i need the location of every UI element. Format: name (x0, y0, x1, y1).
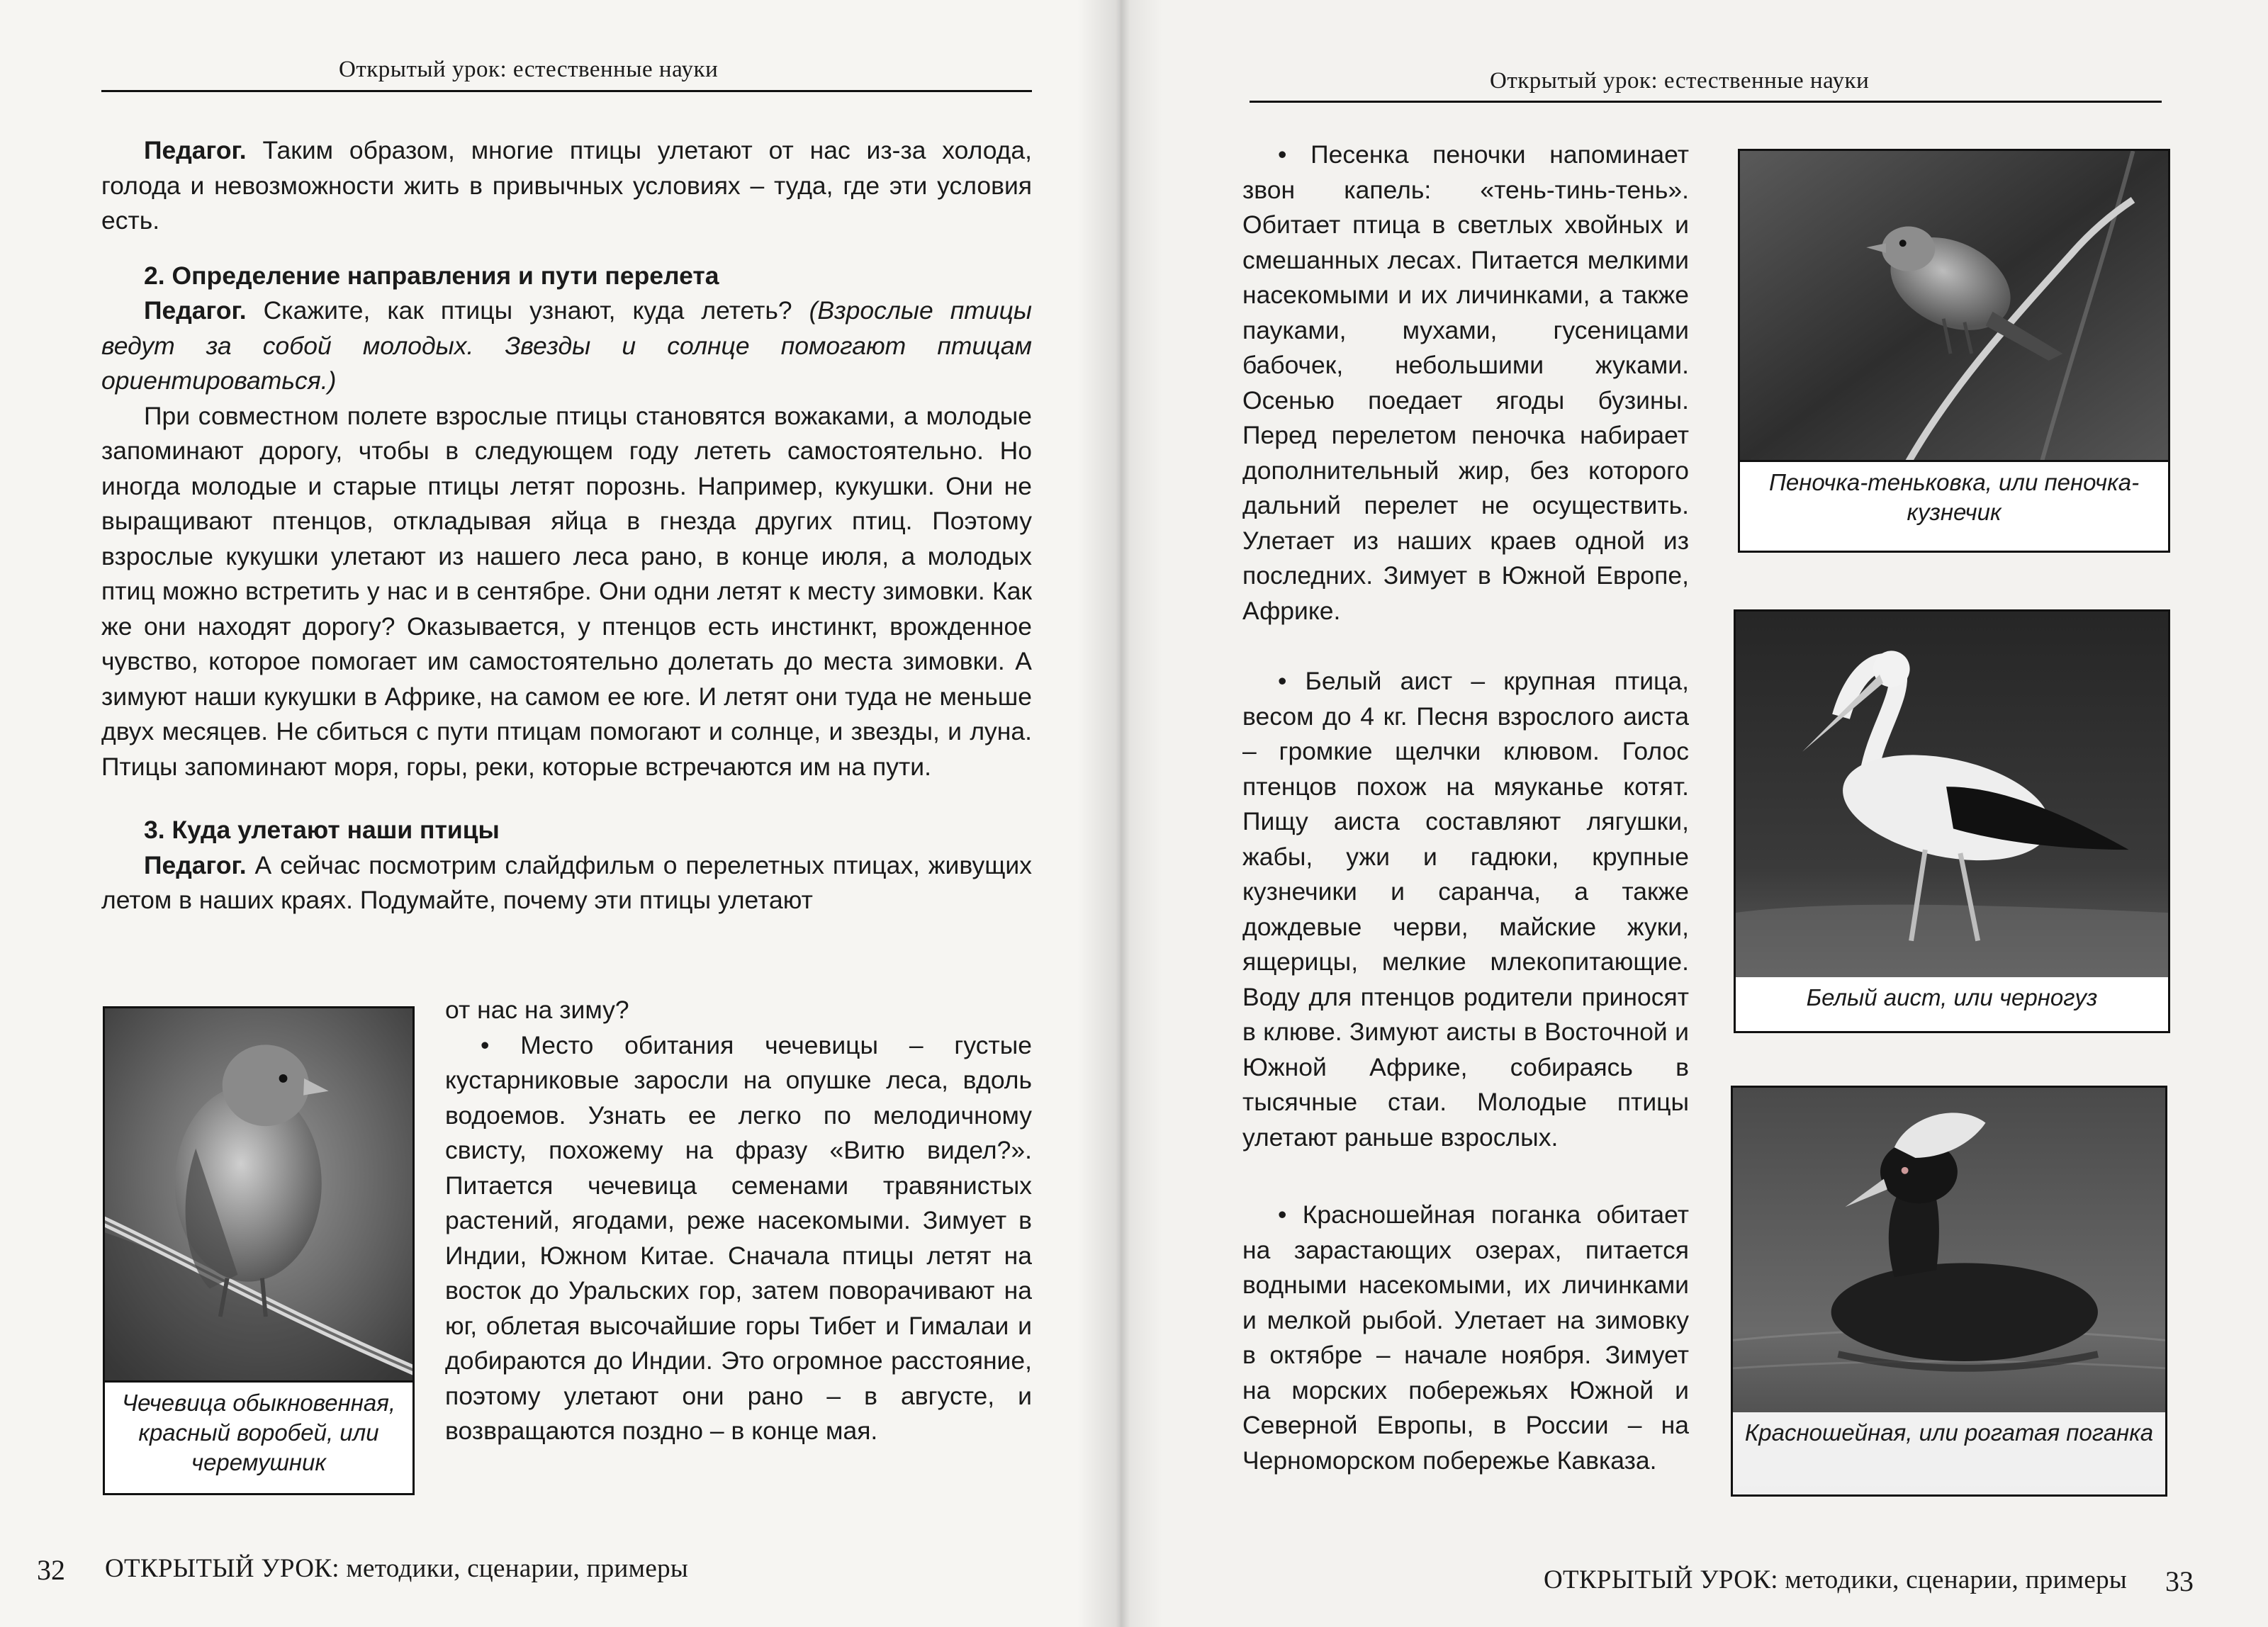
right-header-rule (1250, 101, 2162, 103)
aist-photo (1736, 612, 2168, 977)
chechevitsa-bullet: • Место обитания чечевицы – густые кустарниковые заросли на опушке леса, вдоль водоемов. Узнать ее легко по мелодичному свисту, похожему на фразу «Витю видел?». Питается чечевица семенами травянистых растений, ягодами, реже насекомыми. Зимует в Индии, Южном Китае. Сначала птицы летят на восток до Уральских гор, затем поворачивают на юг, облетая высочайшие горы Тибет и Гималаи и добираются до Индии. Это огромное расстояние, поэтому улетают они рано – в августе, и возвращаются поздно – в конце мая. (445, 1030, 1032, 1445)
section3-speaker: Педагог. (144, 850, 247, 879)
chechevitsa-caption: Чечевица обыкновенная, красный воробей, или черемушник (105, 1380, 412, 1493)
section3-text-2: от нас на зиму? (445, 996, 629, 1024)
section2-question (101, 293, 1032, 399)
aist-caption: Белый аист, или черногуз (1736, 977, 2168, 1031)
left-header-rule (101, 90, 1032, 92)
left-main-text (101, 133, 1032, 918)
intro-text: Таким образом, многие птицы улетают от нас из-за холода, голода и невозможности жить в привычных условиях – туда, где эти условия есть. (101, 136, 1032, 235)
section2-paragraph: При совместном полете взрослые птицы становятся вожаками, а молодые запоминают дорогу, чтобы в следующем году лететь самостоятельно. Но иногда молодые и старые птицы летят порознь. Например, кукушки. Они не выращивают птенцов, откладывая яйца в гнезда других птиц. Поэтому взрослые кукушки улетают из нашего леса рано, в конце июля, а молодых птиц можно встретить у нас и в сентябре. Они одни летят к месту зимовки. Как же они находят дорогу? Оказывается, у птенцов есть инстинкт, врожденное чувство, которое помогает им самостоятельно долетать до места зимовки. А зимуют наши кукушки в Африке, на самом ее юге. И летят они туда не меньше двух месяцев. Не сбиться с пути птицам помогают и солнце, и звезды, и луна. Птицы запоминают моря, горы, реки, которые встречаются им на пути. (101, 401, 1032, 781)
chechevitsa-photo (105, 1008, 412, 1383)
left-running-head: Открытый урок: естественные науки (339, 57, 719, 82)
poganka-caption: Красношейная, или рогатая поганка (1733, 1412, 2165, 1494)
penochka-photo-frame (1738, 149, 2170, 553)
left-page-number: 32 (37, 1554, 65, 1586)
chechevitsa-column (445, 993, 1032, 1449)
intro-paragraph (101, 133, 1032, 239)
section2-heading: 2. Определение направления и пути перелета (144, 261, 719, 290)
aist-column (1242, 664, 1689, 1155)
section3-text-1: А сейчас посмотрим слайдфильм о перелетных птицах, живущих летом в наших краях. Подумайте, почему эти птицы улетают (101, 850, 1032, 914)
right-footer-title: ОТКРЫТЫЙ УРОК: методики, сценарии, примеры (1544, 1565, 2128, 1594)
book-gutter (1077, 0, 1162, 1627)
section2-answer: (Взрослые птицы ведут за собой молодых. Звезды и солнце помогают птицам ориентироваться.) (101, 296, 1032, 395)
left-page (0, 0, 1120, 1627)
penochka-bullet: • Песенка пеночки напоминает звон капель: «тень-тинь-тень». Обитает птица в светлых хвойных и смешанных лесах. Питается мелкими насекомыми и их личинками, а также пауками, мухами, гусеницами бабочек, небольшими жуками. Осенью поедает ягоды бузины. Перед перелетом пеночка набирает дополнительный жир, без которого дальний перелет не осуществить. Улетает из наших краев одной из последних. Зимует в Южной Европе, Африке. (1242, 140, 1689, 625)
poganka-column (1242, 1198, 1689, 1478)
section3-intro (101, 848, 1032, 918)
penochka-column (1242, 137, 1689, 629)
poganka-bullet: • Красношейная поганка обитает на зарастающих озерах, питается водными насекомыми, их личинками и мелкой рыбой. Улетает на зимовку в октябре – начале ноября. Зимует на морских побережьях Южной и Северной Европы, в России – на Черноморском побережье Кавказа. (1242, 1200, 1689, 1475)
section3-heading: 3. Куда улетают наши птицы (144, 816, 500, 844)
aist-photo-frame (1734, 609, 2170, 1033)
aist-bullet: • Белый аист – крупная птица, весом до 4 кг. Песня взрослого аиста – громкие щелчки клювом. Голос птенцов похож на мяуканье котят. Пищу аиста составляют лягушки, жабы, ужи и гадюки, крупные кузнечики и саранча, а также дождевые черви, майские жуки, ящерицы, мелкие млекопитающие. Воду для птенцов родители приносят в клюве. Зимуют аисты в Восточной и Южной Африке, собираясь в тысячные стаи. Молодые птицы улетают раньше взрослых. (1242, 667, 1689, 1152)
poganka-photo-frame (1731, 1086, 2167, 1497)
chechevitsa-photo-frame (103, 1006, 415, 1495)
left-footer-title: ОТКРЫТЫЙ УРОК: методики, сценарии, примеры (105, 1554, 689, 1583)
right-page (1120, 0, 2268, 1627)
section2-speaker: Педагог. (144, 296, 247, 325)
penochka-caption: Пеночка-теньковка, или пеночка-кузнечик (1740, 460, 2168, 551)
right-running-head: Открытый урок: естественные науки (1490, 68, 1870, 94)
section2-question-text: Скажите, как птицы узнают, куда лететь? (246, 296, 809, 325)
penochka-photo (1740, 151, 2168, 462)
right-page-number: 33 (2165, 1565, 2194, 1597)
intro-speaker: Педагог. (144, 136, 247, 164)
